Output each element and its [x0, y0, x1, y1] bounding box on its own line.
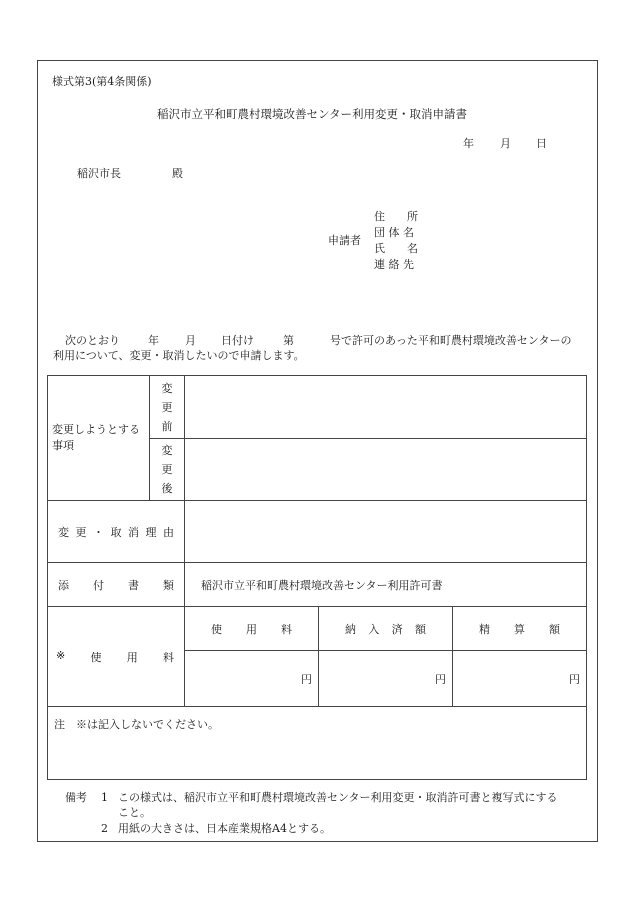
after-char: 変	[161, 444, 173, 457]
intro-line2: 利用について、変更・取消したいので申請します。	[53, 349, 305, 362]
application-table	[47, 375, 587, 780]
intro-number-prefix: 第	[283, 334, 294, 347]
attachment-value	[185, 563, 587, 607]
reason-char: 更	[75, 525, 87, 539]
header-char: 済	[391, 622, 403, 636]
header-char: 算	[514, 622, 525, 636]
attachment-value-text: 稲沢市立平和町農村環境改善センター利用許可書	[201, 578, 443, 592]
applicant-field-address: 住 所	[374, 210, 418, 223]
applicant-field-contact: 連 絡 先	[374, 258, 414, 271]
header-char: 額	[414, 622, 426, 636]
fee-char: ※	[56, 648, 66, 662]
header-char: 額	[549, 622, 560, 636]
reason-char: 取	[110, 525, 122, 539]
applicant-label: 申請者	[328, 234, 361, 247]
attachment-char: 類	[163, 578, 174, 592]
reason-label	[48, 501, 185, 563]
fee-label	[48, 607, 185, 707]
after-char: 更	[161, 463, 173, 476]
change-item-label-text: 変更しようとする事項	[52, 423, 140, 452]
change-item-label	[48, 376, 150, 501]
fee-settlement-amount[interactable]	[453, 651, 587, 707]
yen-unit: 円	[435, 672, 446, 686]
before-char: 前	[161, 419, 173, 433]
fee-col-paid-header	[319, 607, 453, 651]
remarks-label: 備考	[65, 791, 87, 804]
before-char: 更	[161, 400, 173, 414]
date-year: 年	[463, 137, 474, 150]
form-number: 様式第3(第4条関係)	[52, 75, 152, 88]
header-char: 納	[345, 622, 356, 636]
date-day: 日	[536, 137, 547, 150]
fee-col-settlement-header	[453, 607, 587, 651]
remarks-item1-number: 1	[101, 791, 108, 804]
note-cell	[48, 707, 587, 780]
note-text: 注 ※は記入しないでください。	[54, 718, 219, 731]
date-month: 月	[500, 137, 511, 150]
header-char: 入	[368, 622, 380, 636]
yen-unit: 円	[301, 672, 312, 686]
remarks-item2-number: 2	[101, 822, 108, 835]
fee-char: 用	[126, 650, 138, 664]
attachment-char: 添	[58, 578, 69, 592]
fee-paid-amount[interactable]	[319, 651, 453, 707]
after-char: 後	[161, 482, 173, 495]
before-label	[150, 376, 185, 439]
after-label	[150, 439, 185, 501]
header-char: 用	[246, 622, 257, 636]
remarks-item1-text-cont: こと。	[118, 806, 151, 819]
reason-value-field[interactable]	[185, 501, 587, 563]
addressee-name: 稲沢市長	[77, 167, 121, 180]
intro-year: 年	[148, 334, 159, 347]
before-value-field[interactable]	[185, 376, 587, 439]
header-char: 精	[479, 622, 490, 636]
fee-col-usage-header	[185, 607, 319, 651]
fee-usage-amount[interactable]	[185, 651, 319, 707]
remarks-item1-text: この様式は、稲沢市立平和町農村環境改善センター利用変更・取消許可書と複写式にする	[118, 791, 558, 804]
applicant-field-group: 団 体 名	[374, 226, 414, 239]
intro-text-cont: 号で許可のあった平和町農村環境改善センターの	[330, 334, 572, 347]
after-value-field[interactable]	[185, 439, 587, 501]
addressee-honorific: 殿	[172, 167, 183, 180]
attachment-char: 書	[128, 578, 139, 592]
yen-unit: 円	[569, 672, 581, 686]
remarks-item2-text: 用紙の大きさは、日本産業規格A4とする。	[118, 822, 331, 835]
form-title: 稲沢市立平和町農村環境改善センター利用変更・取消申請書	[157, 107, 468, 121]
fee-char: 料	[162, 650, 174, 664]
reason-char: 変	[58, 525, 69, 539]
intro-text: 次のとおり	[65, 334, 120, 347]
header-char: 料	[281, 622, 292, 636]
header-char: 使	[211, 622, 222, 636]
reason-char: ・	[93, 525, 104, 539]
intro-date-suffix: 日付け	[221, 334, 254, 347]
attachment-label	[48, 563, 185, 607]
reason-char: 理	[145, 525, 157, 539]
before-char: 変	[161, 381, 173, 395]
reason-char: 由	[163, 525, 174, 539]
reason-char: 消	[128, 525, 139, 539]
applicant-field-name: 氏 名	[374, 242, 418, 255]
attachment-char: 付	[93, 578, 104, 592]
intro-month: 月	[185, 334, 196, 347]
fee-char: 使	[90, 650, 102, 664]
